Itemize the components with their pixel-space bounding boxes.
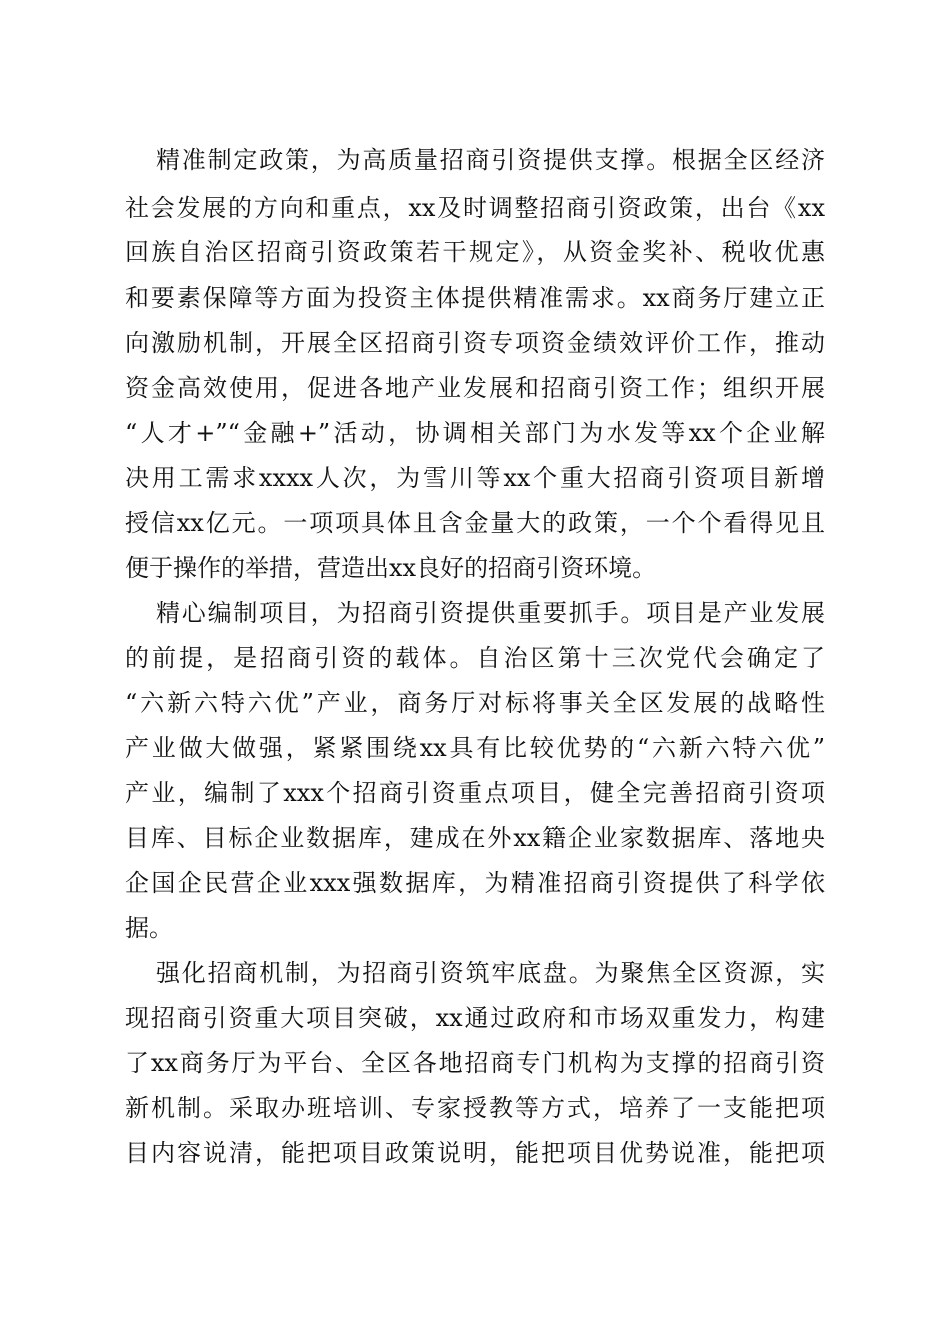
text-line: 强化招商机制，为招商引资筑牢底盘。为聚焦全区资源，实 — [156, 959, 825, 987]
text-line: 社会发展的方向和重点，xx及时调整招商引资政策，出台《xx — [125, 194, 825, 222]
text-line: “人才+”“金融+”活动，协调相关部门为水发等xx个企业解 — [125, 419, 825, 447]
text-line: 授信xx亿元。一项项具体且含金量大的政策，一个个看得见且 — [125, 509, 825, 537]
text-line: 现招商引资重大项目突破，xx通过政府和市场双重发力，构建 — [125, 1004, 825, 1032]
text-line: 据。 — [125, 914, 173, 942]
text-line: 精准制定政策，为高质量招商引资提供支撑。根据全区经济 — [156, 146, 825, 174]
text-line: 企国企民营企业xxx强数据库，为精准招商引资提供了科学依 — [125, 869, 825, 897]
text-line: 精心编制项目，为招商引资提供重要抓手。项目是产业发展 — [156, 599, 825, 627]
text-line: 新机制。采取办班培训、专家授教等方式，培养了一支能把项 — [125, 1094, 825, 1122]
text-line: “六新六特六优”产业，商务厅对标将事关全区发展的战略性 — [125, 689, 825, 717]
text-line: 了xx商务厅为平台、全区各地招商专门机构为支撑的招商引资 — [125, 1049, 825, 1077]
text-line: 产业做大做强，紧紧围绕xx具有比较优势的“六新六特六优” — [125, 734, 825, 762]
text-line: 产业，编制了xxx个招商引资重点项目，健全完善招商引资项 — [125, 779, 825, 807]
text-line: 的前提，是招商引资的载体。自治区第十三次党代会确定了 — [125, 644, 825, 672]
text-line: 便于操作的举措，营造出xx良好的招商引资环境。 — [125, 554, 657, 582]
text-line: 和要素保障等方面为投资主体提供精准需求。xx商务厅建立正 — [125, 284, 825, 312]
text-line: 决用工需求xxxx人次，为雪川等xx个重大招商引资项目新增 — [125, 464, 825, 492]
text-line: 向激励机制，开展全区招商引资专项资金绩效评价工作，推动 — [125, 329, 825, 357]
text-line: 资金高效使用，促进各地产业发展和招商引资工作；组织开展 — [125, 374, 825, 402]
text-line: 回族自治区招商引资政策若干规定》，从资金奖补、税收优惠 — [125, 238, 825, 266]
text-line: 目内容说清，能把项目政策说明，能把项目优势说准，能把项 — [125, 1139, 825, 1167]
text-line: 目库、目标企业数据库，建成在外xx籍企业家数据库、落地央 — [125, 824, 825, 852]
